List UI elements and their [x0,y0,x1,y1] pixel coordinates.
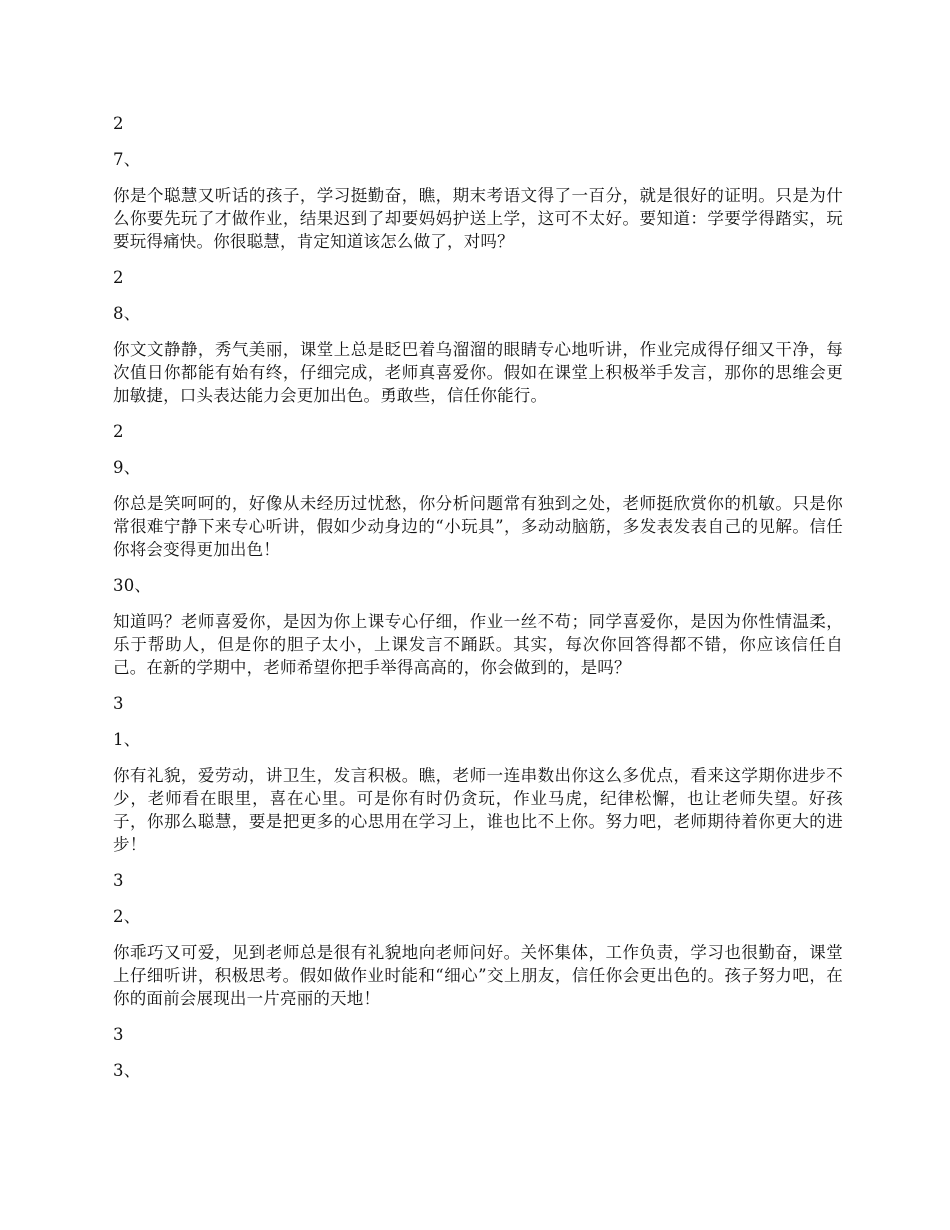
page-number-label: 3 [113,1025,124,1044]
item-index: 2、 [113,907,141,926]
page-number-label: 3 [113,694,124,713]
page-number-label: 2 [113,422,124,441]
page-number-label: 2 [113,268,124,287]
page-number-label: 3 [113,871,124,890]
comment-paragraph: 你是个聪慧又听话的孩子，学习挺勤奋，瞧，期末考语文得了一百分，就是很好的证明。只是为什么你要先玩了才做作业，结果迟到了却要妈妈护送上学，这可不太好。要知道：学要学得踏实，玩要玩得痛快。你很聪慧，肯定知道该怎么做了，对吗？ [113,186,843,251]
comment-paragraph: 你乖巧又可爱，见到老师总是很有礼貌地向老师问好。关怀集体，工作负责，学习也很勤奋，课堂上仔细听讲，积极思考。假如做作业时能和“细心”交上朋友，信任你会更出色的。孩子努力吧，在你的面前会展现出一片亮丽的天地！ [113,943,843,1008]
item-index: 1、 [113,730,141,749]
comment-paragraph: 你文文静静，秀气美丽，课堂上总是眨巴着乌溜溜的眼睛专心地听讲，作业完成得仔细又干净，每次值日你都能有始有终，仔细完成，老师真喜爱你。假如在课堂上积极举手发言，那你的思维会更加敏捷，口头表达能力会更加出色。勇敢些，信任你能行。 [113,340,843,405]
page-number-label: 2 [113,114,124,133]
comment-paragraph: 知道吗？老师喜爱你，是因为你上课专心仔细，作业一丝不苟；同学喜爱你，是因为你性情温柔，乐于帮助人，但是你的胆子太小，上课发言不踊跃。其实，每次你回答得都不错，你应该信任自己。在新的学期中，老师希望你把手举得高高的，你会做到的，是吗？ [113,612,843,677]
item-index: 7、 [113,150,141,169]
item-index: 30、 [113,576,152,595]
comment-paragraph: 你有礼貌，爱劳动，讲卫生，发言积极。瞧，老师一连串数出你这么多优点，看来这学期你进步不少，老师看在眼里，喜在心里。可是你有时仍贪玩，作业马虎，纪律松懈，也让老师失望。好孩子，你那么聪慧，要是把更多的心思用在学习上，谁也比不上你。努力吧，老师期待着你更大的进步！ [113,766,843,854]
item-index: 3、 [113,1061,141,1080]
document-page [113,112,843,1095]
item-index: 8、 [113,304,141,323]
comment-paragraph: 你总是笑呵呵的，好像从未经历过忧愁，你分析问题常有独到之处，老师挺欣赏你的机敏。只是你常很难宁静下来专心听讲，假如少动身边的“小玩具”，多动动脑筋，多发表发表自己的见解。信任你将会变得更加出色！ [113,494,843,559]
item-index: 9、 [113,458,141,477]
